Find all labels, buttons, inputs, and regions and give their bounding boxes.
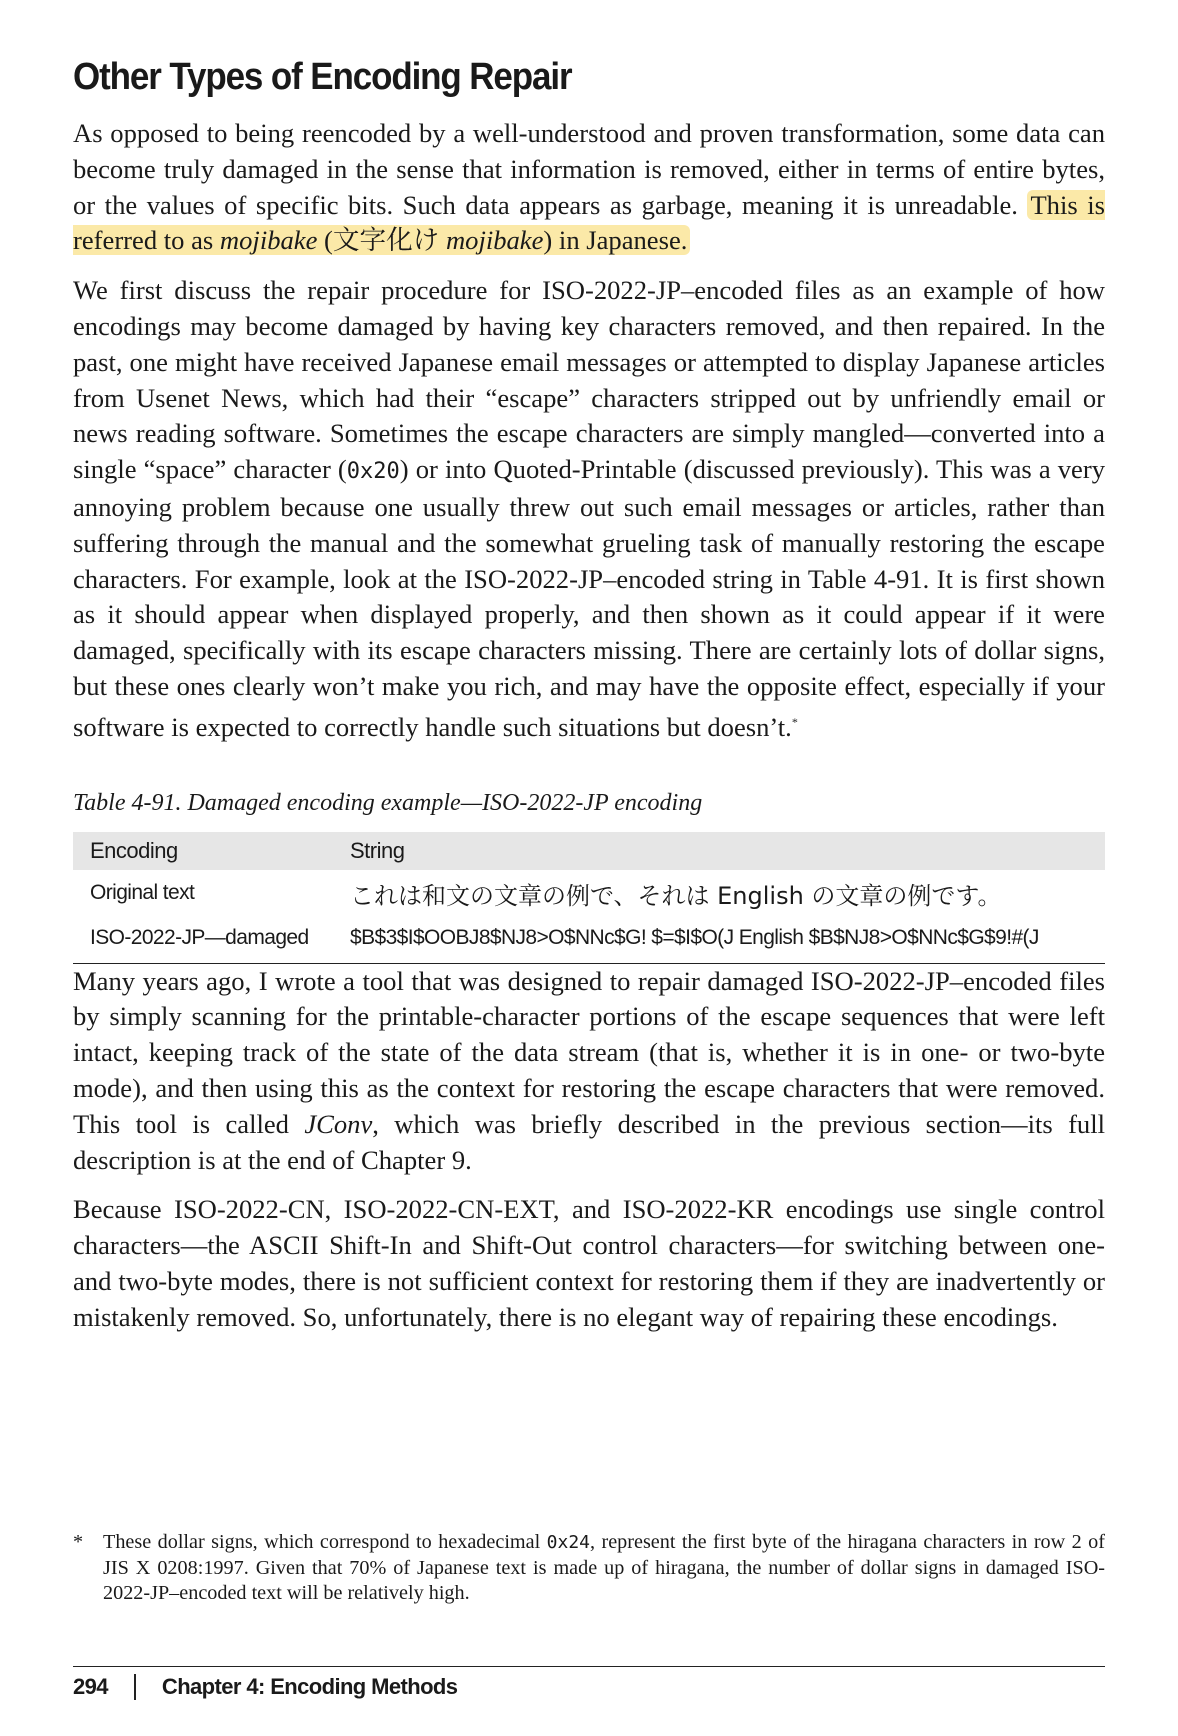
paragraph-3	[73, 964, 1105, 1179]
paragraph-2-text-b: ) or into Quoted-Printable (discussed previously). This was a very annoying problem because one usually threw out such email messages or articles, rather than suffering through the manual and the somewhat grueling task of manually restoring the escape characters. For example, look at the ISO-2022-JP–encoded string in Table 4-91. It is first shown as it should appear when displayed properly, and then shown as it could appear if it were damaged, specifically with its escape characters missing. There are certainly lots of dollar signs, but these ones clearly won’t make you rich, and may have the opposite effect, especially if your software is expected to correctly handle such situations but doesn’t.	[73, 454, 1106, 742]
footnote-text-a: These dollar signs, which correspond to hexadecimal	[103, 1531, 547, 1553]
highlight-part-e: ) in Japanese.	[543, 225, 688, 256]
paragraph-1	[73, 116, 1105, 259]
table-caption: Table 4-91. Damaged encoding example—ISO-2022-JP encoding	[73, 789, 703, 816]
page-number: 294	[73, 1674, 108, 1699]
paragraph-2-text-a: We first discuss the repair procedure for ISO-2022-JP–encoded files as an example of how encodings may become damaged by having key characters removed, and then repaired. In the past, one might have received Japanese email messages or attempted to display Japanese articles from Usenet News, which had their “escape” characters stripped out by unfriendly email or news reading software. Sometimes the escape characters are simply mangled—converted into a single “space” character (	[73, 275, 1105, 485]
footnote-reference[interactable]: *	[791, 714, 798, 729]
section-heading: Other Types of Encoding Repair	[73, 56, 572, 98]
encoding-table	[73, 832, 1105, 964]
footnote-text	[103, 1530, 1105, 1607]
table-row	[73, 870, 1105, 917]
footnote-text-b: , represent the first byte of the hiragana characters in row 2 of JIS X 0208:1997. Given that 70% of Japanese text is made up of hiragana, the number of dollar signs in damaged ISO-2022-JP–encoded text will be relatively high.	[103, 1531, 1105, 1604]
jconv-term: JConv	[304, 1108, 373, 1139]
highlight-italic-a: mojibake	[219, 225, 318, 256]
inline-code-0x24: 0x24	[546, 1532, 590, 1553]
footnote-mark: *	[73, 1531, 84, 1553]
inline-code-0x20: 0x20	[346, 459, 400, 485]
header-encoding: Encoding	[73, 832, 333, 870]
header-string: String	[333, 832, 1105, 870]
highlight-part-a: This is referred to as	[73, 189, 1105, 256]
footer-divider	[73, 1666, 1105, 1667]
table-row	[73, 917, 1105, 964]
footer-separator	[134, 1674, 136, 1700]
cell-encoding: Original text	[90, 881, 195, 905]
page-content	[73, 48, 1105, 1350]
chapter-title: Chapter 4: Encoding Methods	[161, 1674, 458, 1699]
highlight-italic-b: mojibake	[445, 225, 544, 256]
paragraph-3-text-a: Many years ago, I wrote a tool that was designed to repair damaged ISO-2022-JP–encoded files by simply scanning for the printable-character portions of the escape sequences that were left intact, keeping track of the state of the data stream (that is, whether it is in one- or two-byte mode), and then using this as the context for restoring the escape characters that were removed. This tool is called	[73, 965, 1105, 1139]
cell-string: $B$3$I$OOBJ8$NJ8>O$NNc$G! $=$I$O(J English $B$NJ8>O$NNc$G$9!#(J	[333, 917, 1105, 964]
paragraph-3-text-b: , which was briefly described in the previous section—its full description is at the end of Chapter 9.	[73, 1108, 1105, 1175]
table-header-row	[73, 832, 1105, 870]
paragraph-1-text: As opposed to being reencoded by a well-understood and proven transformation, some data can become truly damaged in the sense that information is removed, either in terms of entire bytes, or the values of specific bits. Such data appears as garbage, meaning it is unreadable.	[73, 118, 1105, 220]
page-footer	[73, 1674, 457, 1700]
paragraph-4: Because ISO-2022-CN, ISO-2022-CN-EXT, and ISO-2022-KR encodings use single control characters—the ASCII Shift-In and Shift-Out control characters—for switching between one- and two-byte modes, there is not sufficient context for restoring them if they are inadvertently or mistakenly removed. So, unfortunately, there is no elegant way of repairing these encodings.	[73, 1194, 1105, 1332]
cell-string: これは和文の文章の例で、それは English の文章の例です。	[350, 881, 1002, 910]
highlight-part-c: (文字化け	[317, 225, 446, 256]
footnote	[73, 1530, 1105, 1607]
cell-encoding: ISO-2022-JP—damaged	[73, 917, 333, 964]
paragraph-2	[73, 273, 1105, 745]
